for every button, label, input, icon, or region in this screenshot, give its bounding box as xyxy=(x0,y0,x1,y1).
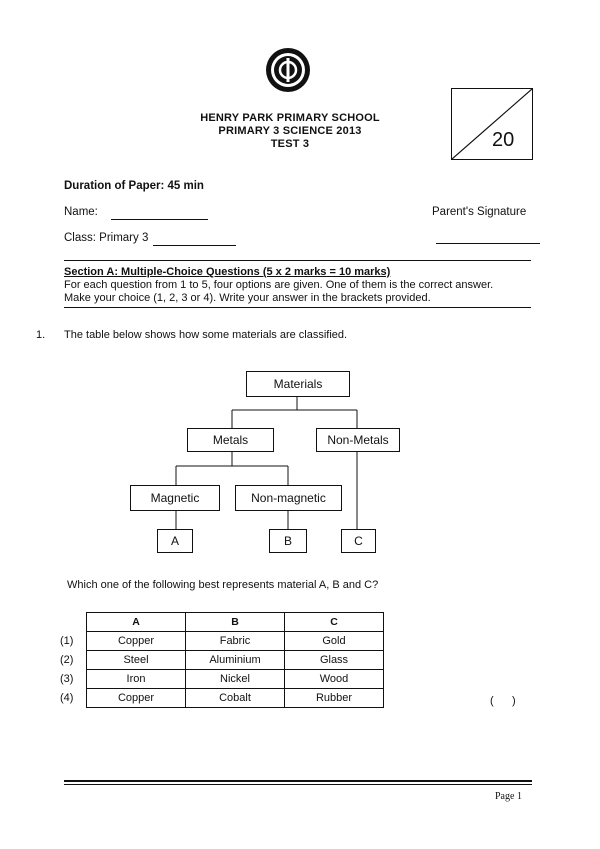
option-label: (2) xyxy=(60,654,74,666)
page-number: Page 1 xyxy=(495,791,522,802)
node-b: B xyxy=(269,529,307,553)
header-b: B xyxy=(186,613,285,632)
signature-line xyxy=(436,243,540,244)
option-label: (3) xyxy=(60,673,74,685)
subject-line: PRIMARY 3 SCIENCE 2013 xyxy=(218,125,362,137)
school-name: HENRY PARK PRIMARY SCHOOL xyxy=(200,112,380,124)
option-spacer xyxy=(60,613,87,632)
table-cell: Copper xyxy=(87,632,186,651)
answer-brackets[interactable]: ( ) xyxy=(490,695,516,707)
question-number: 1. xyxy=(36,329,46,341)
question-text: The table below shows how some materials are classified. xyxy=(64,329,348,341)
section-a-instruction-2: Make your choice (1, 2, 3 or 4). Write your answer in the brackets provided. xyxy=(64,292,431,304)
header-c: C xyxy=(285,613,384,632)
table-cell: Fabric xyxy=(186,632,285,651)
table-cell: Copper xyxy=(87,689,186,708)
node-non-metals: Non-Metals xyxy=(316,428,400,452)
question-prompt: Which one of the following best represents material A, B and C? xyxy=(67,579,379,591)
name-underline xyxy=(111,219,208,220)
test-line: TEST 3 xyxy=(270,138,310,150)
table-cell: Aluminium xyxy=(186,651,285,670)
table-row xyxy=(60,670,384,689)
parent-signature-label: Parent's Signature xyxy=(432,206,527,218)
option-label: (4) xyxy=(60,692,74,704)
table-cell: Wood xyxy=(285,670,384,689)
table-cell: Gold xyxy=(285,632,384,651)
class-label: Class: Primary 3 xyxy=(64,232,149,244)
class-underline xyxy=(153,245,236,246)
table-row xyxy=(60,632,384,651)
duration: Duration of Paper: 45 min xyxy=(64,180,204,192)
name-label: Name: xyxy=(64,206,98,218)
table-cell: Steel xyxy=(87,651,186,670)
table-cell: Rubber xyxy=(285,689,384,708)
section-a-instruction-1: For each question from 1 to 5, four options are given. One of them is the correct answer. xyxy=(64,279,494,291)
section-rule-top xyxy=(64,260,531,261)
table-cell: Nickel xyxy=(186,670,285,689)
header-a: A xyxy=(87,613,186,632)
node-non-magnetic: Non-magnetic xyxy=(235,485,342,511)
node-materials: Materials xyxy=(246,371,350,397)
table-cell: Glass xyxy=(285,651,384,670)
section-a-title: Section A: Multiple-Choice Questions (5 x 2 marks = 10 marks) xyxy=(64,266,391,278)
node-c: C xyxy=(341,529,376,553)
table-row xyxy=(60,689,384,708)
option-label: (1) xyxy=(60,635,74,647)
section-rule-bottom xyxy=(64,307,531,308)
table-cell: Iron xyxy=(87,670,186,689)
footer-rule-thin xyxy=(64,784,532,785)
score-total: 20 xyxy=(492,129,515,151)
options-table-wrap xyxy=(60,612,384,708)
school-logo xyxy=(265,47,311,93)
footer-rule-thick xyxy=(64,780,532,782)
options-table xyxy=(60,612,384,708)
node-magnetic: Magnetic xyxy=(130,485,220,511)
node-metals: Metals xyxy=(187,428,274,452)
table-row xyxy=(60,651,384,670)
score-box xyxy=(451,88,533,160)
node-a: A xyxy=(157,529,193,553)
table-cell: Cobalt xyxy=(186,689,285,708)
